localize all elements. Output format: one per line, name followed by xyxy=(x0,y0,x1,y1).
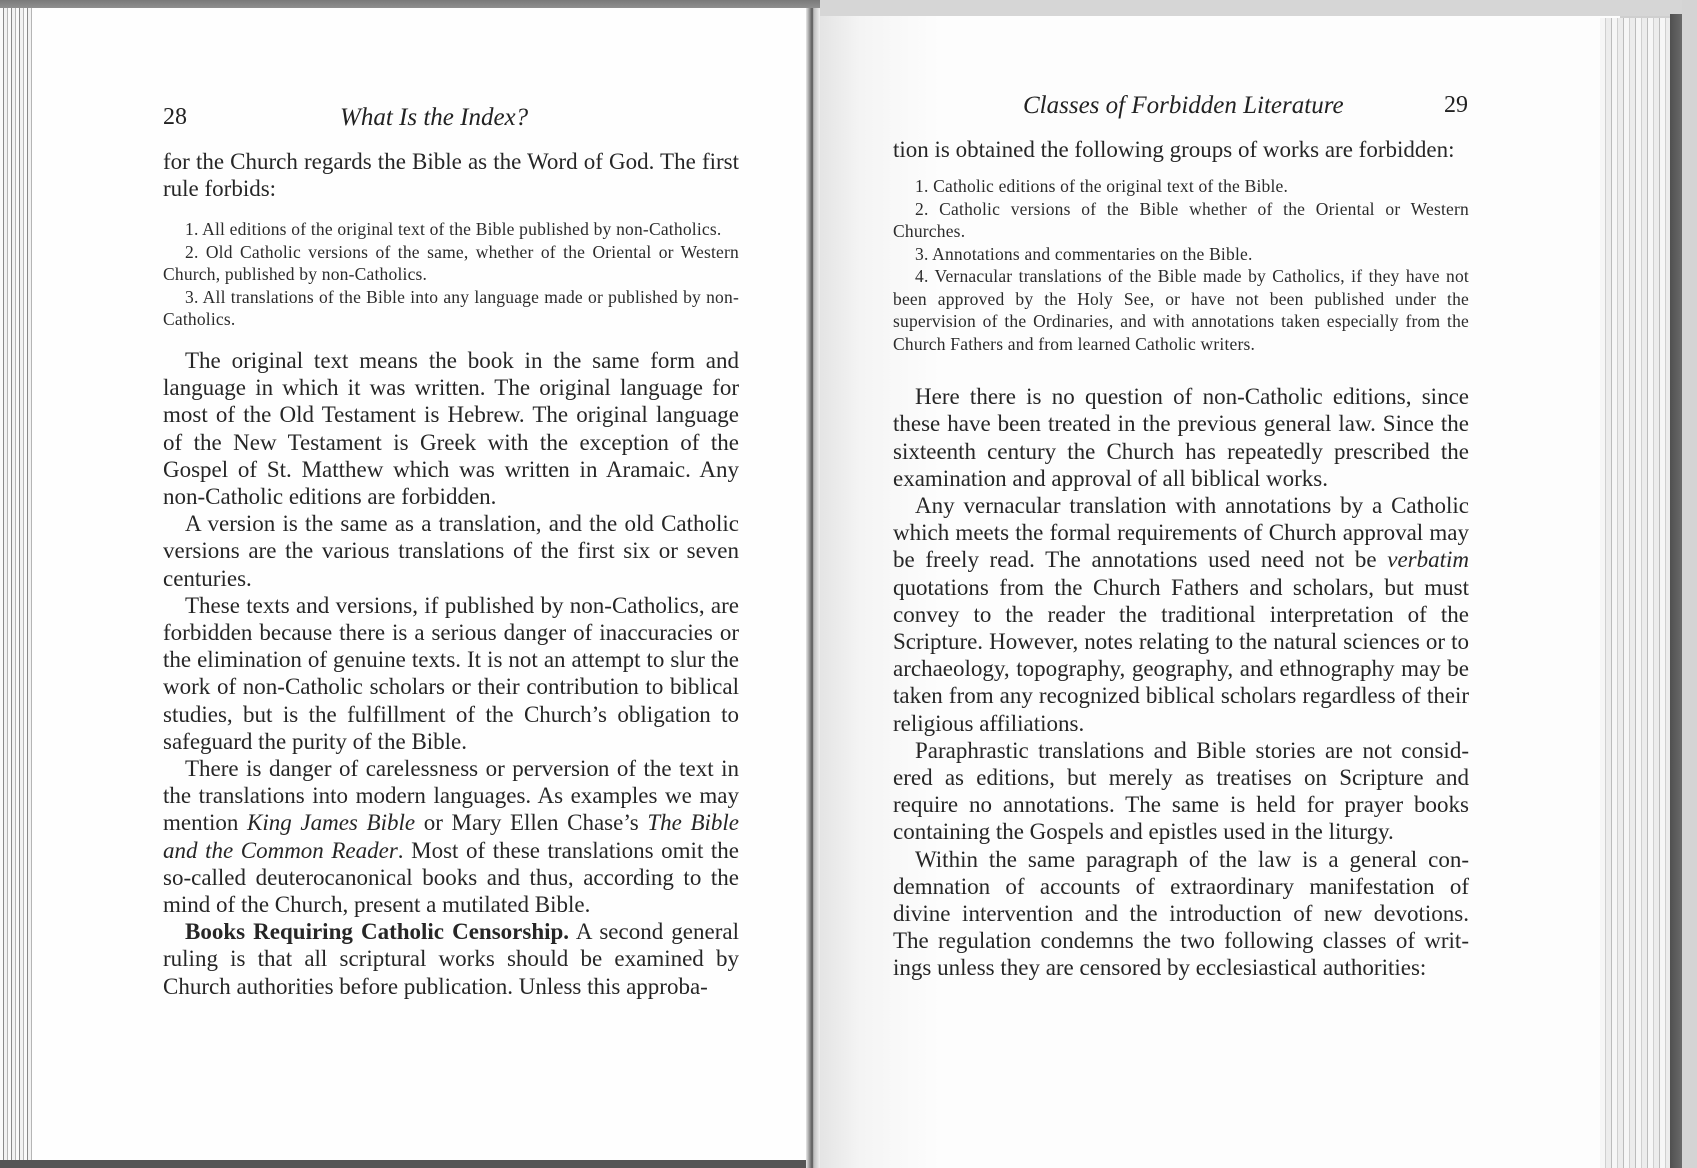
paragraph: Within the same paragraph of the law is a general condemnation of accounts of extraordinary manifestation of divine intervention and the introduction of new devotions. The regulation condemns the two following classes of writings unless they are censored by ecclesiastical authorities: xyxy=(893,846,1469,981)
book-cover-bottom-edge xyxy=(0,1160,820,1168)
background-top-right xyxy=(820,0,1697,16)
section-paragraph: Books Requiring Catholic Censorship. A second general ruling is that all scriptural works should be examined by Church authorities before publication. Unless this approba- xyxy=(163,919,739,999)
paragraph: Paraphrastic translations and Bible stories are not considered as editions, but merely as treatises on Scripture and require no annotations. The same is held for prayer books containing the Gospels and epistles used in the liturgy. xyxy=(893,737,1469,845)
intro-paragraph: for the Church regards the Bible as the Word of God. The first rule forbids: xyxy=(163,149,739,202)
paragraph: Here there is no question of non-Catholic editions, since these have been treated in the previous general law. Since the sixteenth century the Church has repeatedly prescribed the examination and approval of all biblical works. xyxy=(893,384,1469,491)
section-heading: Books Requiring Catholic Censorship. xyxy=(185,919,570,945)
paragraph: Any vernacular translation with annotations by a Catholic which meets the formal requirements of Church approval may be freely read. The annotations used need not be verbatim quotations from the Church Fathers and scholars, but must convey to the reader the traditional interpretation of the Scripture. However, notes relating to the natural sciences or to archaeology, topography, geography, and ethnography may be taken from any recognized biblical scholars regardless of their religious affiliations. xyxy=(893,493,1469,736)
list-item: 3. All translations of the Bible into any language made or published by non-Catholics. xyxy=(163,286,739,330)
page-number-right: 29 xyxy=(1444,92,1468,118)
list-item: 1. Catholic editions of the original text of the Bible. xyxy=(915,176,1289,197)
forbidden-list-left xyxy=(163,218,739,331)
left-page-body xyxy=(163,148,739,1000)
book-gutter xyxy=(806,8,820,1168)
page-edges-right xyxy=(1600,18,1670,1168)
paragraph: These texts and versions, if published by non-Catholics, are forbidden because there is a serious danger of inaccuracies or the elimination of genuine texts. It is not an attempt to slur the work of non-Catholic scholars or their contribution to biblical studies, but is the fulfillment of the Church’s obligation to safeguard the purity of the Bible. xyxy=(163,592,739,754)
page-edges-left xyxy=(0,8,32,1160)
book-title-common-reader: The Bible and the Common Reader xyxy=(163,810,740,863)
paragraph: A version is the same as a translation, and the old Catholic versions are the various translations of the first six or seven centuries. xyxy=(163,511,739,591)
paragraph: There is danger of carelessness or perversion of the text in the translations into modern languages. As examples we may mention King James Bible or Mary Ellen Chase’s The Bible and the Common Reader. Most of these translations omit the so-called deuterocanonical books and thus, according to the mind of the Church, present a mutilated Bible. xyxy=(163,755,740,917)
book-cover-right-edge xyxy=(1670,14,1682,1168)
running-head-left: What Is the Index? xyxy=(340,104,529,131)
book-title-king-james: King James Bible xyxy=(247,810,416,836)
list-item: 1. All editions of the original text of the Bible published by non-Catholics. xyxy=(185,219,722,240)
list-item: 4. Vernacular translations of the Bible made by Catholics, if they have not been approved by the Holy See, or have not been published under the supervision of the Ordinaries, and with annotations taken especially from the Church Fathers and from learned Catholic writers. xyxy=(893,266,1469,354)
forbidden-list-right xyxy=(893,175,1469,355)
background-right xyxy=(1682,0,1697,1168)
list-item: 2. Old Catholic versions of the same, whether of the Oriental or Western Church, published by non-Catholics. xyxy=(163,241,739,285)
paragraph: The original text means the book in the same form and language in which it was written. The original language for most of the Old Testament is Hebrew. The original language of the New Testament is Greek with the exception of the Gospel of St. Matthew which was written in Aramaic. Any non-Catholic editions are forbidden. xyxy=(163,347,739,509)
intro-paragraph: tion is obtained the following groups of works are forbidden: xyxy=(893,137,1455,162)
running-head-right: Classes of Forbidden Literature xyxy=(1023,92,1344,119)
page-number-left: 28 xyxy=(163,104,187,130)
right-page-body xyxy=(893,136,1469,982)
list-item: 2. Catholic versions of the Bible whether of the Oriental or Western Churches. xyxy=(893,198,1469,242)
list-item: 3. Annotations and commentaries on the Bible. xyxy=(915,243,1253,264)
verbatim-term: verbatim xyxy=(1387,547,1469,573)
